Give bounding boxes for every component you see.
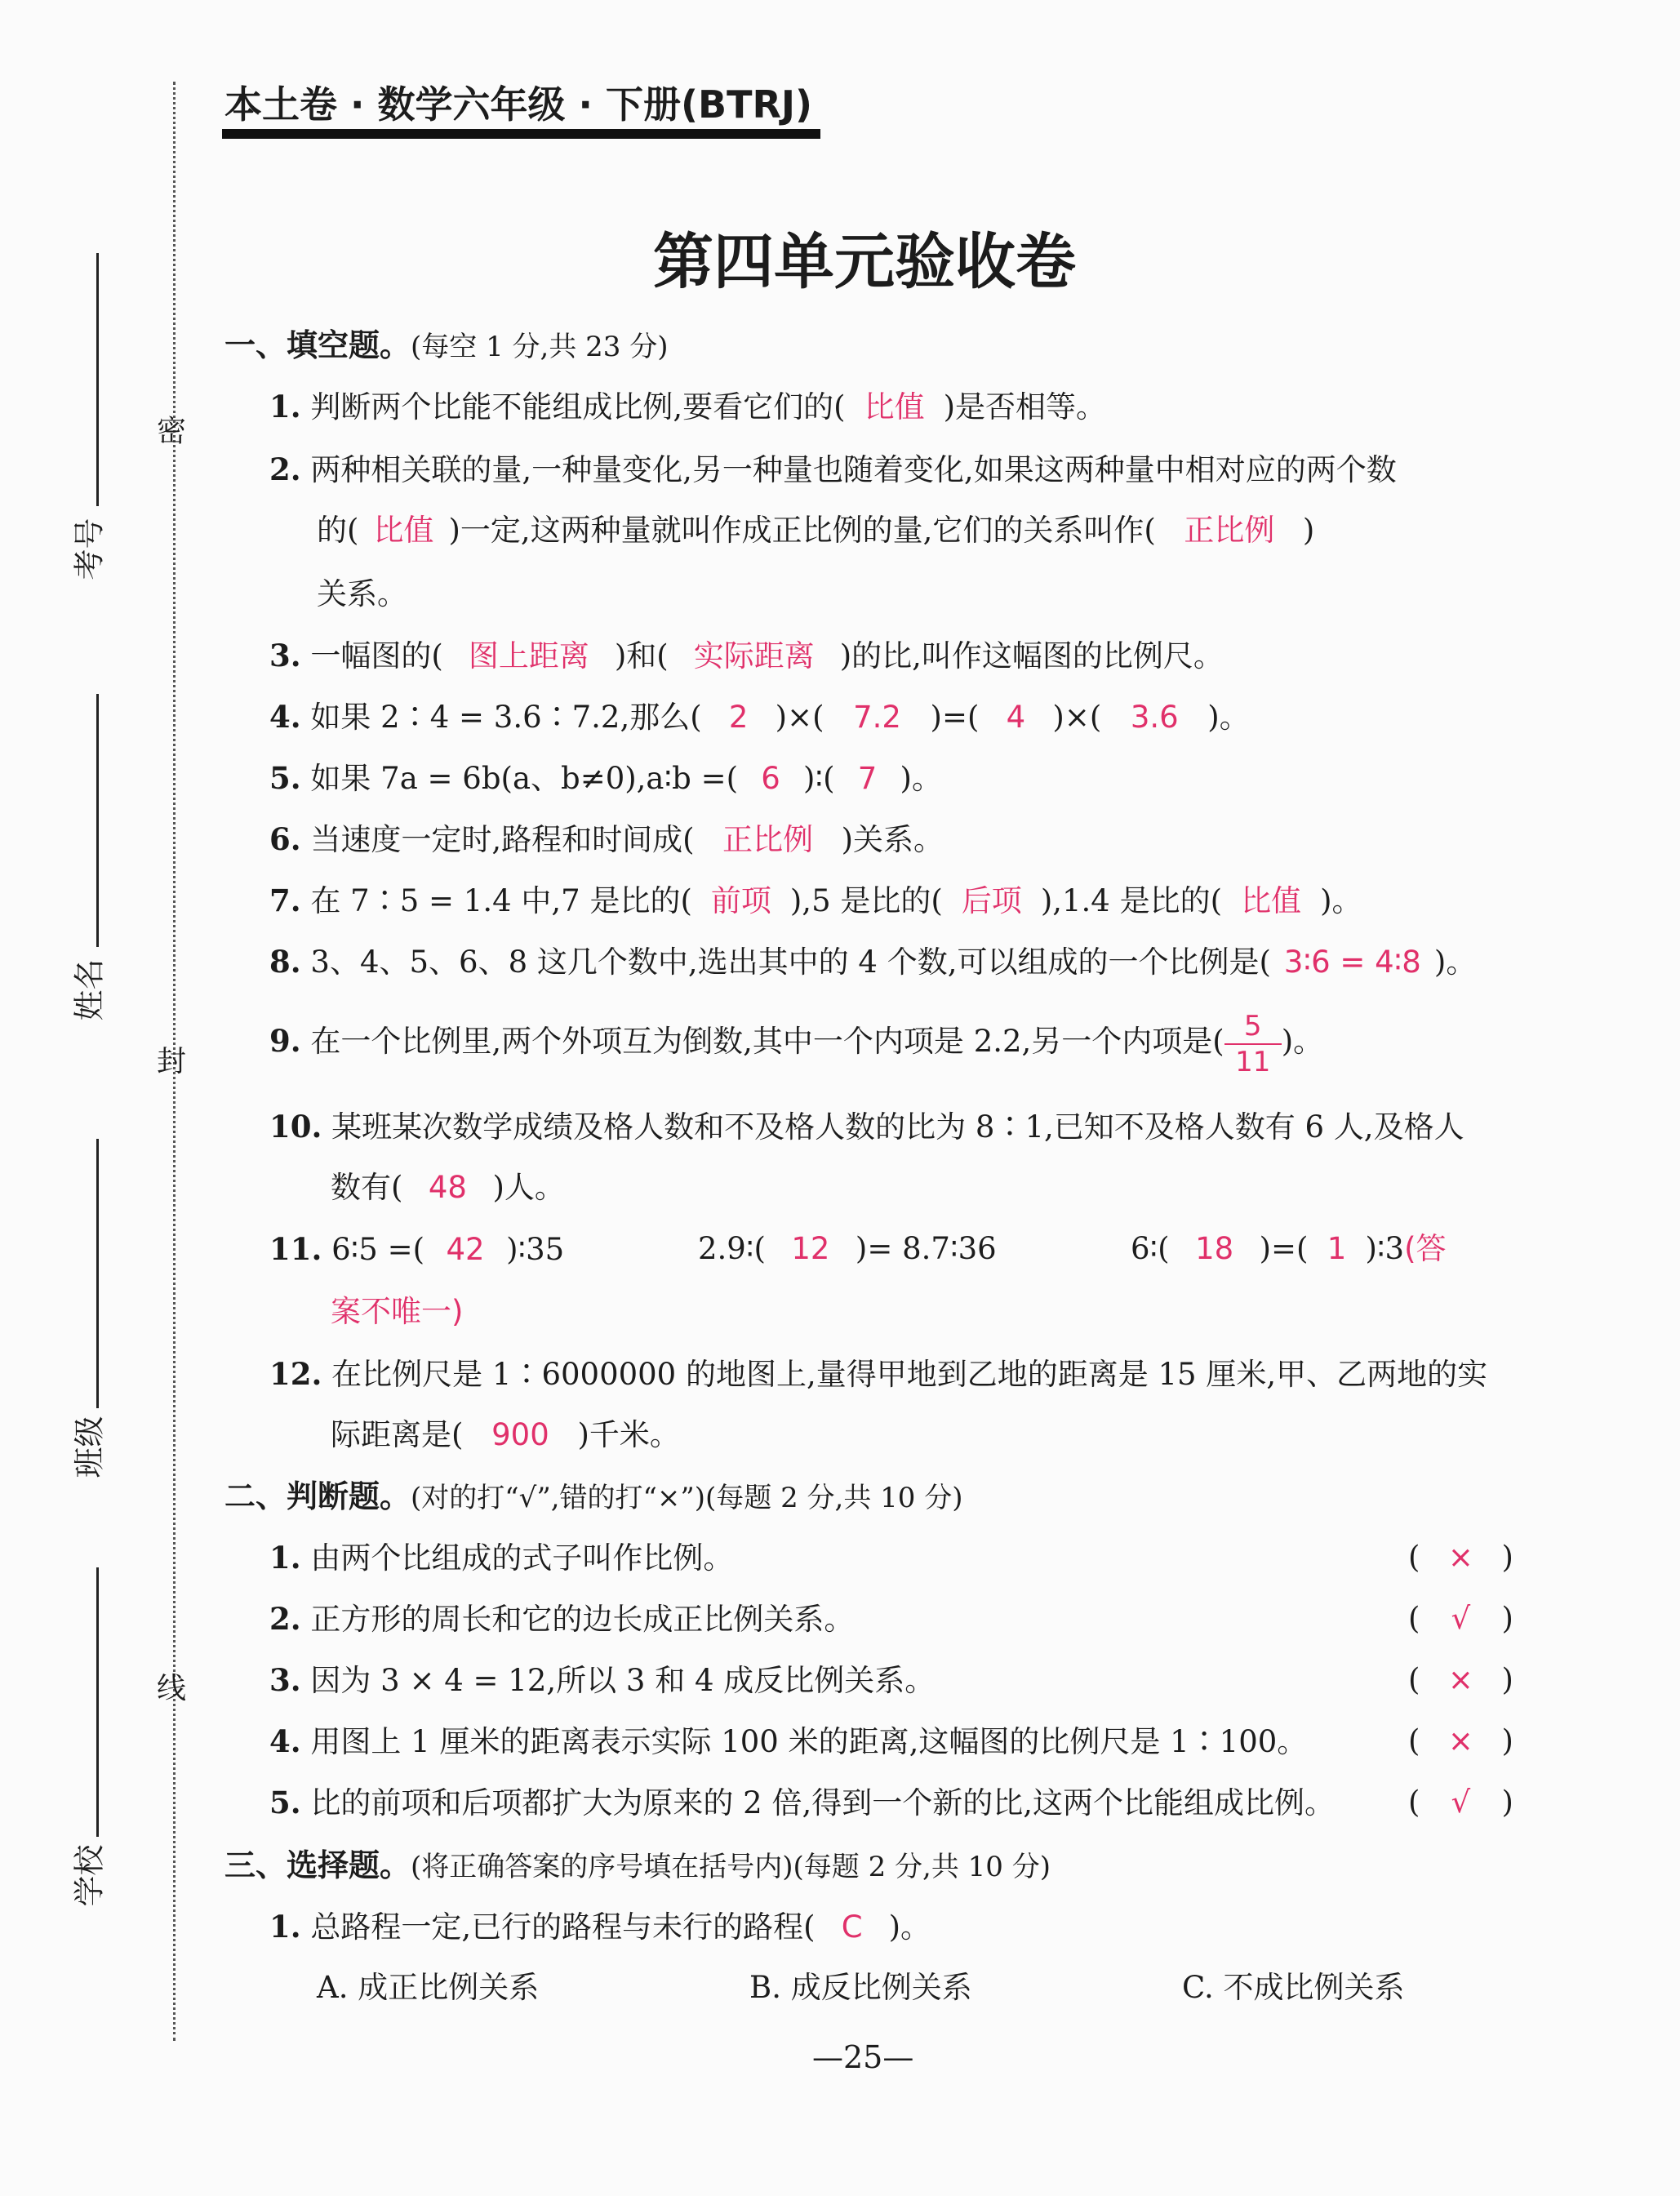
q4-answer-2: 7.2 (853, 700, 901, 735)
q10-text-c: 数有( (331, 1170, 403, 1205)
s1-q11-part2 (698, 1229, 997, 1269)
s3-q1-text-b: )。 (888, 1909, 931, 1945)
s2-item-number: 1. (269, 1540, 301, 1576)
q7-text-b: ),5 是比的( (789, 883, 943, 918)
s2-item-1 (269, 1537, 733, 1579)
s2-item-4 (269, 1721, 1307, 1763)
s1-q1 (269, 386, 1106, 428)
q8-text-a: 3、4、5、6、8 这几个数中,选出其中的 4 个数,可以组成的一个比例是( (310, 945, 1271, 980)
q5-text-a: 如果 7a = 6b(a、b≠0),a∶b =( (310, 761, 739, 796)
q12-answer: 900 (491, 1417, 549, 1452)
q4-answer-1: 2 (728, 700, 749, 735)
q12-text-a: 在比例尺是 1∶6000000 的地图上,量得甲地到乙地的距离是 15 厘米,甲、乙两地的实 (331, 1357, 1488, 1392)
q8-number: 8. (269, 944, 301, 980)
q3-answer-2: 实际距离 (693, 638, 815, 673)
s3-q1-option-b (749, 1967, 972, 2008)
q8-answer: 3∶6 = 4∶8 (1283, 945, 1421, 980)
q11-text-f: )=( (1259, 1231, 1309, 1266)
q2-answer-1: 比值 (373, 513, 434, 548)
paren-open: ( (1408, 1662, 1420, 1697)
q11-number: 11. (269, 1231, 322, 1267)
s3-q1 (269, 1906, 931, 1948)
q12-text-d: )千米。 (577, 1417, 680, 1452)
q4-text-a: 如果 2∶4 = 3.6∶7.2,那么( (310, 700, 702, 735)
paren-close: ) (1501, 1540, 1513, 1575)
q3-number: 3. (269, 638, 301, 673)
page-title: 第四单元验收卷 (653, 227, 1076, 297)
q9-text-a: 在一个比例里,两个外项互为倒数,其中一个内项是 2.2,另一个内项是( (310, 1024, 1224, 1059)
s2-item-number: 4. (269, 1723, 301, 1759)
s2-item-2 (269, 1598, 854, 1640)
q11-text-c: 2.9∶( (698, 1231, 766, 1266)
side-rule-kaohao (96, 253, 99, 506)
s1-q2-line1 (269, 449, 1397, 491)
s2-item-5-answer: √ (1451, 1785, 1471, 1820)
s2-item-3-answer-box (1408, 1660, 1513, 1700)
q11-text-g: )∶3 (1365, 1231, 1405, 1266)
q11-answer-1: 42 (446, 1232, 485, 1267)
side-label-xingming: 姓名 (71, 958, 108, 1021)
side-label-kaohao: 考号 (71, 518, 108, 580)
section2-note: (对的打“√”,错的打“×”)(每题 2 分,共 10 分) (411, 1482, 963, 1514)
q11-answer-4: 1 (1327, 1231, 1347, 1266)
s2-item-3-answer: × (1447, 1662, 1473, 1697)
side-rule-xingming (96, 694, 99, 947)
q10-text-d: )人。 (492, 1170, 565, 1205)
q11-answer-2: 12 (791, 1231, 830, 1266)
q3-text-a: 一幅图的( (310, 638, 443, 673)
q7-number: 7. (269, 882, 301, 918)
s2-item-text: 用图上 1 厘米的距离表示实际 100 米的距离,这幅图的比例尺是 1∶100。 (310, 1724, 1308, 1759)
q4-answer-4: 3.6 (1130, 700, 1179, 735)
q5-text-b: )∶( (803, 761, 835, 796)
s1-q10-line1 (269, 1106, 1464, 1148)
section3-heading (224, 1845, 1051, 1887)
q11-text-b: )∶35 (506, 1232, 565, 1267)
seal-xian: 线 (157, 1672, 187, 1705)
s1-q9 (269, 1004, 1323, 1078)
s1-q8 (269, 941, 1476, 983)
s1-q3 (269, 635, 1224, 677)
q2-answer-2: 正比例 (1184, 513, 1275, 548)
s2-item-5 (269, 1782, 1335, 1824)
s1-q6 (269, 819, 944, 860)
s1-q11-line2 (331, 1291, 463, 1332)
header-title: 本土卷 · 数学六年级 · 下册(BTRJ) (224, 82, 813, 127)
section3-title: 三、选择题。 (224, 1847, 411, 1883)
side-rule-xuexiao (96, 1567, 99, 1837)
paren-open: ( (1408, 1540, 1420, 1575)
seal-mi: 密 (157, 415, 187, 448)
q2-text-c: ) (1302, 513, 1315, 548)
side-rule-banji (96, 1139, 99, 1408)
side-label-xuexiao: 学校 (71, 1844, 108, 1907)
q6-answer: 正比例 (722, 822, 814, 857)
s3-q1-number: 1. (269, 1909, 301, 1945)
fraction-bar (1224, 1043, 1282, 1045)
s3-q1-text-a: 总路程一定,已行的路程与未行的路程( (310, 1909, 816, 1945)
q6-text-b: )关系。 (841, 822, 944, 857)
content (224, 0, 1547, 2196)
q4-text-b: )×( (775, 700, 824, 735)
s3-q1-option-a-text: A. 成正比例关系 (317, 1970, 540, 2005)
q1-number: 1. (269, 389, 301, 425)
s2-item-5-answer-box (1408, 1782, 1513, 1823)
s1-q2-line2 (317, 510, 1314, 551)
s2-item-2-answer: √ (1451, 1601, 1471, 1636)
q10-text-a: 某班某次数学成绩及格人数和不及格人数的比为 8∶1,已知不及格人数有 6 人,及格人 (331, 1109, 1464, 1145)
paren-open: ( (1408, 1601, 1420, 1636)
section1-heading (224, 325, 668, 367)
s1-q7 (269, 880, 1362, 922)
s2-item-3 (269, 1660, 935, 1701)
s2-item-text: 由两个比组成的式子叫作比例。 (310, 1540, 734, 1576)
s3-q1-option-c (1182, 1967, 1405, 2008)
q5-number: 5. (269, 760, 301, 796)
q1-text-b: )是否相等。 (943, 389, 1107, 425)
q11-text-e: 6∶( (1131, 1231, 1170, 1266)
q12-number: 12. (269, 1356, 322, 1392)
q9-answer-fraction (1224, 1011, 1282, 1078)
q7-text-c: ),1.4 是比的( (1040, 883, 1223, 918)
q3-text-c: )的比,叫作这幅图的比例尺。 (839, 638, 1224, 673)
q9-number: 9. (269, 1023, 301, 1059)
s1-q12-line2 (331, 1415, 680, 1456)
s3-q1-option-a (317, 1967, 539, 2008)
s2-item-number: 5. (269, 1785, 301, 1820)
paren-close: ) (1501, 1785, 1513, 1820)
section2-heading (224, 1476, 963, 1518)
s1-q4 (269, 696, 1250, 738)
q5-text-c: )。 (900, 761, 942, 796)
q8-text-b: )。 (1433, 945, 1477, 980)
paren-close: ) (1501, 1662, 1513, 1697)
q3-answer-1: 图上距离 (468, 638, 589, 673)
s3-q1-answer: C (841, 1909, 863, 1945)
s1-q11-part3 (1131, 1229, 1447, 1269)
s3-q1-option-b-text: B. 成反比例关系 (749, 1970, 972, 2005)
q11-note-end: 案不唯一) (331, 1294, 464, 1329)
s1-q10-line2 (331, 1167, 565, 1208)
section3-note: (将正确答案的序号填在括号内)(每题 2 分,共 10 分) (411, 1851, 1051, 1883)
q2-text-b: )一定,这两种量就叫作成正比例的量,它们的关系叫作( (448, 513, 1156, 548)
q2-number: 2. (269, 451, 301, 487)
q6-text-a: 当速度一定时,路程和时间成( (310, 822, 695, 857)
q9-answer-numerator: 5 (1243, 1009, 1262, 1042)
q5-answer-2: 7 (857, 761, 878, 796)
q4-text-d: )×( (1052, 700, 1102, 735)
q6-number: 6. (269, 821, 301, 857)
q4-text-e: )。 (1207, 700, 1250, 735)
s2-item-2-answer-box (1408, 1598, 1513, 1639)
q1-text-a: 判断两个比能不能组成比例,要看它们的( (310, 389, 846, 425)
q7-answer-2: 后项 (961, 883, 1022, 918)
q11-note-start: (答 (1404, 1231, 1447, 1266)
q12-text-c: 际距离是( (331, 1417, 464, 1452)
side-label-banji: 班级 (71, 1416, 108, 1478)
s1-q5 (269, 758, 942, 799)
s2-item-number: 3. (269, 1662, 301, 1698)
s2-item-number: 2. (269, 1601, 301, 1637)
q11-answer-3: 18 (1195, 1231, 1234, 1266)
paren-close: ) (1501, 1723, 1513, 1758)
q3-text-b: )和( (614, 638, 669, 673)
q9-answer-denominator: 11 (1235, 1045, 1271, 1078)
q2-text-a: 的( (317, 513, 359, 548)
q7-answer-3: 比值 (1241, 883, 1302, 918)
q1-answer: 比值 (864, 389, 925, 425)
q9-text-b: )。 (1281, 1024, 1324, 1059)
section1-note: (每空 1 分,共 23 分) (411, 331, 669, 363)
s1-q12-line1 (269, 1354, 1487, 1395)
paren-close: ) (1501, 1601, 1513, 1636)
q11-text-d: )= 8.7∶36 (855, 1231, 997, 1266)
q7-text-a: 在 7∶5 = 1.4 中,7 是比的( (310, 883, 692, 918)
q4-answer-3: 4 (1006, 700, 1026, 735)
s2-item-text: 正方形的周长和它的边长成正比例关系。 (310, 1602, 855, 1637)
page-number: —25— (812, 2039, 914, 2075)
q4-number: 4. (269, 699, 301, 735)
q10-number: 10. (269, 1109, 322, 1145)
s3-q1-option-c-text: C. 不成比例关系 (1182, 1970, 1405, 2005)
q2-text-line3: 关系。 (317, 576, 407, 611)
section2-title: 二、判断题。 (224, 1478, 411, 1514)
q5-answer-1: 6 (761, 761, 780, 796)
seal-feng: 封 (157, 1045, 187, 1078)
s2-item-1-answer-box (1408, 1537, 1513, 1578)
s2-item-text: 因为 3 × 4 = 12,所以 3 和 4 成反比例关系。 (310, 1663, 936, 1698)
q10-answer: 48 (428, 1170, 467, 1205)
s1-q11-line1 (269, 1229, 564, 1270)
s2-item-1-answer: × (1447, 1540, 1473, 1575)
paren-open: ( (1408, 1723, 1420, 1758)
paren-open: ( (1408, 1785, 1420, 1820)
s1-q2-line3 (317, 574, 407, 615)
s2-item-4-answer-box (1408, 1721, 1513, 1762)
section1-title: 一、填空题。 (224, 327, 411, 363)
q7-answer-1: 前项 (710, 883, 771, 918)
s2-item-4-answer: × (1447, 1723, 1473, 1758)
q2-text-line1: 两种相关联的量,一种量变化,另一种量也随着变化,如果这两种量中相对应的两个数 (310, 452, 1397, 487)
q4-text-c: )=( (930, 700, 980, 735)
q7-text-d: )。 (1320, 883, 1362, 918)
q11-text-a: 6∶5 =( (331, 1232, 425, 1267)
s2-item-text: 比的前项和后项都扩大为原来的 2 倍,得到一个新的比,这两个比能组成比例。 (310, 1785, 1335, 1820)
